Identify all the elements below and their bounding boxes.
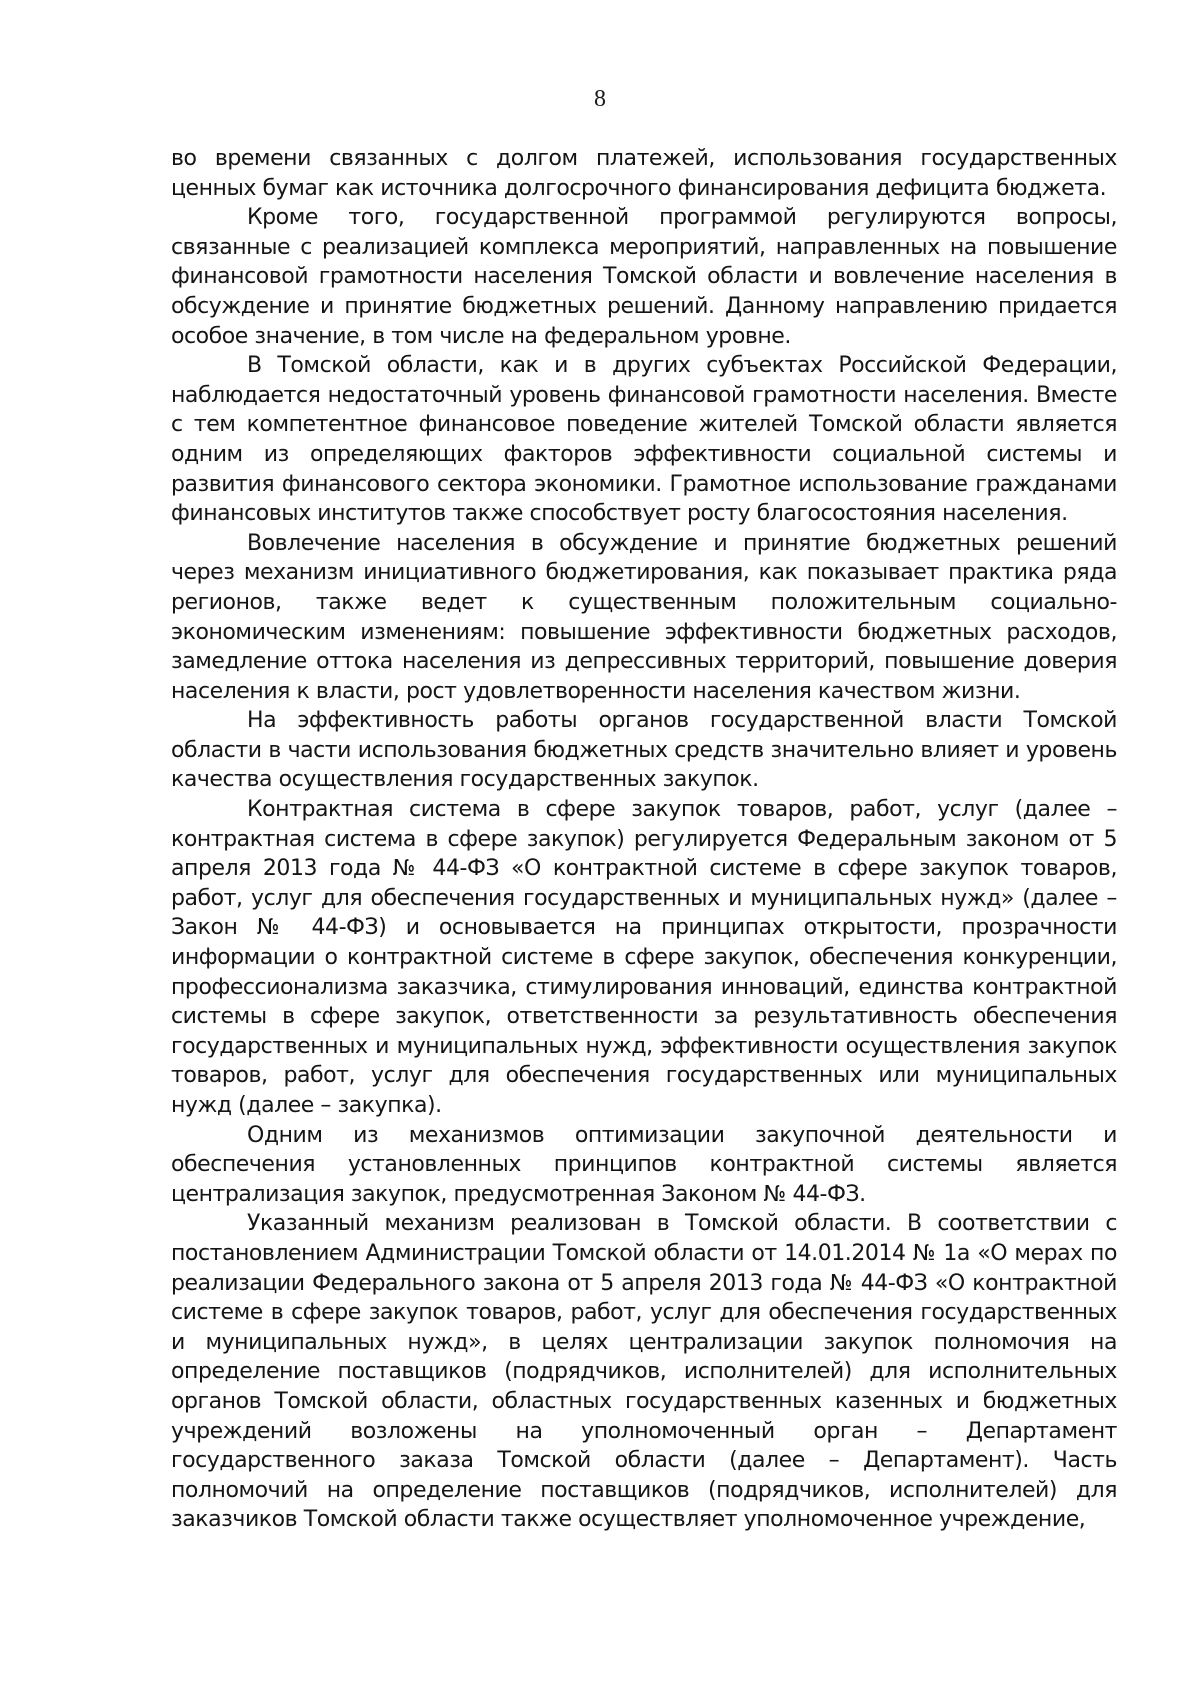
paragraph: На эффективность работы органов государственной власти Томской области в части использования бюджетных средств значительно влияет и уровень качества осуществления государственных закупок.	[171, 708, 1117, 793]
paragraph: Вовлечение населения в обсуждение и принятие бюджетных решений через механизм инициативного бюджетирования, как показывает практика ряда регионов, также ведет к существенным положительным социально-экономическим изменениям: повышение эффективности бюджетных расходов, замедление оттока населения из депрессивных территорий, повышение доверия населения к власти, рост удовлетворенности населения качеством жизни.	[171, 530, 1117, 704]
paragraph: Контрактная система в сфере закупок товаров, работ, услуг (далее – контрактная система в сфере закупок) регулируется Федеральным законом от 5 апреля 2013 года № 44-ФЗ «О контрактной системе в сфере закупок товаров, работ, услуг для обеспечения государственных и муниципальных нужд» (далее – Закон № 44-ФЗ) и основывается на принципах открытости, прозрачности информации о контрактной системе в сфере закупок, обеспечения конкуренции, профессионализма заказчика, стимулирования инноваций, единства контрактной системы в сфере закупок, ответственности за результативность обеспечения государственных и муниципальных нужд, эффективности осуществления закупок товаров, работ, услуг для обеспечения государственных или муниципальных нужд (далее – закупка).	[171, 797, 1117, 1118]
paragraph-continuation: во времени связанных с долгом платежей, использования государственных ценных бумаг как источника долгосрочного финансирования дефицита бюджета.	[171, 146, 1117, 201]
paragraph: В Томской области, как и в других субъектах Российской Федерации, наблюдается недостаточный уровень финансовой грамотности населения. Вместе с тем компетентное финансовое поведение жителей Томской области является одним из определяющих факторов эффективности социальной системы и развития финансового сектора экономики. Грамотное использование гражданами финансовых институтов также способствует росту благосостояния населения.	[171, 353, 1117, 527]
paragraph: Кроме того, государственной программой регулируются вопросы, связанные с реализацией комплекса мероприятий, направленных на повышение финансовой грамотности населения Томской области и вовлечение населения в обсуждение и принятие бюджетных решений. Данному направлению придается особое значение, в том числе на федеральном уровне.	[171, 205, 1117, 349]
page-number: 8	[594, 86, 606, 112]
paragraph: Указанный механизм реализован в Томской области. В соответствии с постановлением Администрации Томской области от 14.01.2014 № 1а «О мерах по реализации Федерального закона от 5 апреля 2013 года № 44-ФЗ «О контрактной системе в сфере закупок товаров, работ, услуг для обеспечения государственных и муниципальных нужд», в целях централизации закупок полномочия на определение поставщиков (подрядчиков, исполнителей) для исполнительных органов Томской области, областных государственных казенных и бюджетных учреждений возложены на уполномоченный орган – Департамент государственного заказа Томской области (далее – Департамент). Часть полномочий на определение поставщиков (подрядчиков, исполнителей) для заказчиков Томской области также осуществляет уполномоченное учреждение,	[171, 1211, 1117, 1533]
paragraph: Одним из механизмов оптимизации закупочной деятельности и обеспечения установленных принципов контрактной системы является централизация закупок, предусмотренная Законом № 44-ФЗ.	[171, 1122, 1117, 1207]
document-body	[171, 144, 1117, 1535]
